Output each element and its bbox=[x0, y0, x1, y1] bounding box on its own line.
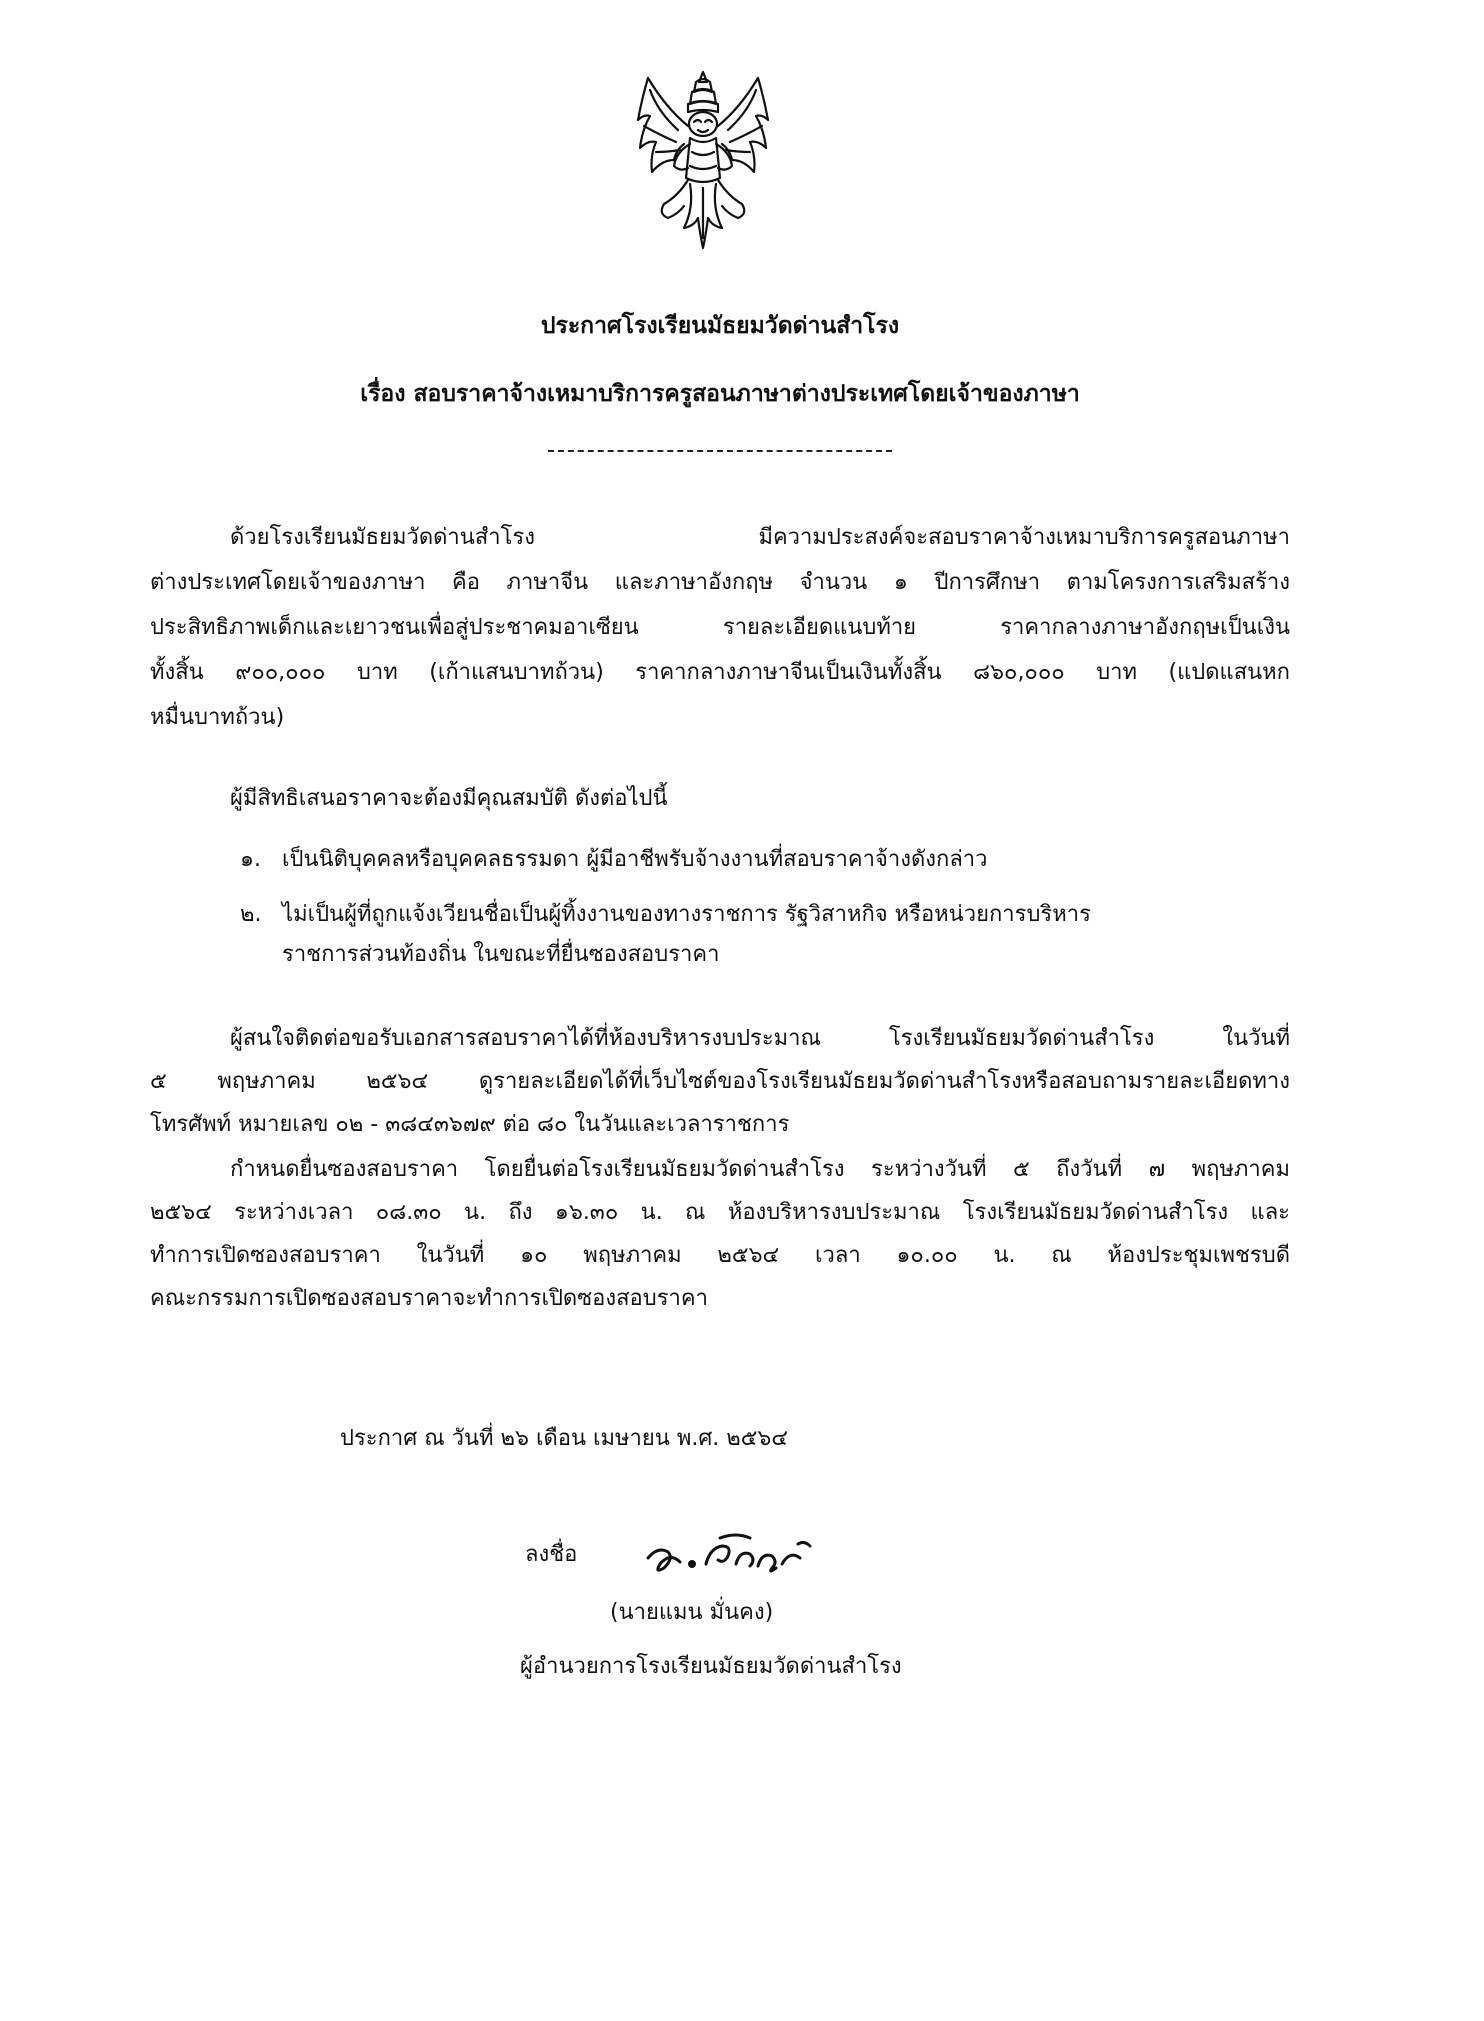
signature-label: ลงชื่อ bbox=[525, 1542, 578, 1567]
paragraph-schedule bbox=[150, 1148, 1290, 1320]
paragraph-line: ผู้มีสิทธิเสนอราคาจะต้องมีคุณสมบัติ ดังต่อไปนี้ bbox=[230, 786, 668, 811]
paragraph-line: ประสิทธิภาพเด็กและเยาวชนเพื่อสู่ประชาคมอาเซียน รายละเอียดแนบท้าย ราคากลางภาษาอังกฤษเป็นเงิน bbox=[150, 615, 1290, 640]
paragraph-line: ต่างประเทศโดยเจ้าของภาษา คือ ภาษาจีน และภาษาอังกฤษ จำนวน ๑ ปีการศึกษา ตามโครงการเสริมสร้าง bbox=[150, 570, 1290, 595]
paragraph-line: หมื่นบาทถ้วน) bbox=[150, 705, 285, 730]
condition-text: ราชการส่วนท้องถิ่น ในขณะที่ยื่นซองสอบราคา bbox=[282, 942, 720, 967]
paragraph-line: โทรศัพท์ หมายเลข ๐๒ - ๓๘๔๓๖๗๙ ต่อ ๘๐ ในวันและเวลาราชการ bbox=[150, 1112, 790, 1137]
paragraph-contact bbox=[150, 1017, 1290, 1146]
document-subject: เรื่อง สอบราคาจ้างเหมาบริการครูสอนภาษาต่างประเทศโดยเจ้าของภาษา bbox=[360, 381, 1080, 407]
paragraph-line: ผู้สนใจติดต่อขอรับเอกสารสอบราคาได้ที่ห้องบริหารงบประมาณ โรงเรียนมัธยมวัดด่านสำโรง ในวันที่ bbox=[230, 1026, 1290, 1051]
paragraph-line: ๕ พฤษภาคม ๒๕๖๔ ดูรายละเอียดได้ที่เว็บไซต์ของโรงเรียนมัธยมวัดด่านสำโรงหรือสอบถามรายละเอียดทาง bbox=[150, 1069, 1290, 1094]
paragraph-line: ๒๕๖๔ ระหว่างเวลา ๐๘.๓๐ น. ถึง ๑๖.๓๐ น. ณ ห้องบริหารงบประมาณ โรงเรียนมัธยมวัดด่านสำโรง และ bbox=[150, 1200, 1290, 1225]
title-separator bbox=[548, 450, 892, 452]
paragraph-line: ทำการเปิดซองสอบราคา ในวันที่ ๑๐ พฤษภาคม ๒๕๖๔ เวลา ๑๐.๐๐ น. ณ ห้องประชุมเพชรบดี bbox=[150, 1243, 1290, 1268]
paragraph-line: ด้วยโรงเรียนมัธยมวัดด่านสำโรง มีความประสงค์จะสอบราคาจ้างเหมาบริการครูสอนภาษา bbox=[230, 525, 1290, 550]
condition-text: เป็นนิติบุคคลหรือบุคคลธรรมดา ผู้มีอาชีพรับจ้างงานที่สอบราคาจ้างดังกล่าว bbox=[282, 847, 988, 872]
condition-number: ๒. bbox=[240, 902, 262, 927]
handwritten-signature bbox=[640, 1524, 820, 1584]
paragraph-line: คณะกรรมการเปิดซองสอบราคาจะทำการเปิดซองสอบราคา bbox=[150, 1286, 708, 1311]
paragraph-line: ทั้งสิ้น ๙๐๐,๐๐๐ บาท (เก้าแสนบาทถ้วน) ราคากลางภาษาจีนเป็นเงินทั้งสิ้น ๘๖๐,๐๐๐ บาท (แปดแสนหก bbox=[150, 660, 1290, 685]
condition-text: ไม่เป็นผู้ที่ถูกแจ้งเวียนชื่อเป็นผู้ทิ้งงานของทางราชการ รัฐวิสาหกิจ หรือหน่วยการบริหาร bbox=[282, 902, 1091, 927]
qualification-intro bbox=[150, 782, 1290, 816]
signer-title: ผู้อำนวยการโรงเรียนมัธยมวัดด่านสำโรง bbox=[520, 1654, 902, 1679]
announcement-date: ประกาศ ณ วันที่ ๒๖ เดือน เมษายน พ.ศ. ๒๕๖๔ bbox=[340, 1426, 789, 1451]
paragraph-announcement bbox=[150, 515, 1290, 740]
condition-item bbox=[240, 840, 1240, 880]
signer-name: (นายแมน มั่นคง) bbox=[610, 1600, 774, 1625]
document-title: ประกาศโรงเรียนมัธยมวัดด่านสำโรง bbox=[540, 313, 900, 339]
paragraph-line: กำหนดยื่นซองสอบราคา โดยยื่นต่อโรงเรียนมัธยมวัดด่านสำโรง ระหว่างวันที่ ๕ ถึงวันที่ ๗ พฤษภาคม bbox=[230, 1157, 1290, 1182]
garuda-emblem-icon bbox=[628, 68, 778, 254]
condition-item bbox=[240, 895, 1240, 975]
condition-number: ๑. bbox=[240, 847, 261, 872]
